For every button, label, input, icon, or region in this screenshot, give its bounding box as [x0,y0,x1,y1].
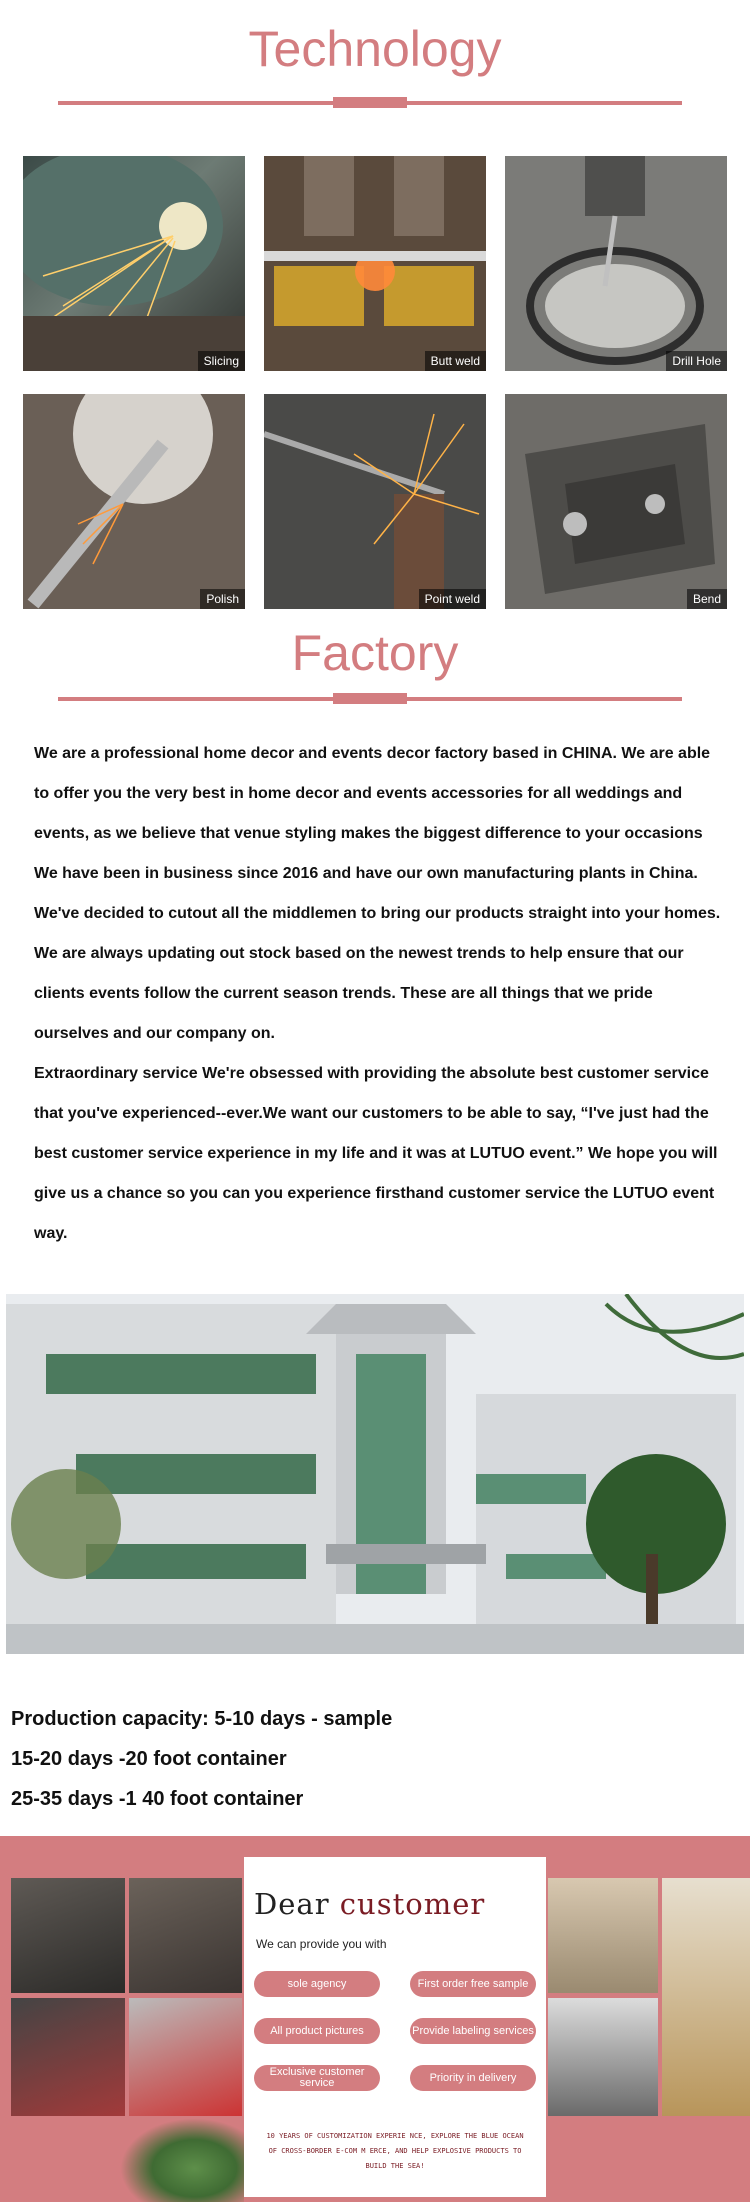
photo-caption: Polish [200,589,245,609]
technology-title: Technology [248,21,502,77]
worker-photo-3 [11,1998,125,2116]
capacity-line-1: Production capacity: 5-10 days - sample [11,1708,393,1730]
dear-customer-card [244,1857,546,2197]
worker-photo-1 [11,1878,125,1993]
service-pill-sole-agency[interactable]: sole agency [254,1971,380,1997]
process-photo-polish [23,394,245,609]
photo-caption: Slicing [198,351,245,371]
technology-divider-knob [333,97,407,108]
photo-caption: Drill Hole [666,351,727,371]
factory-building-illustration [6,1294,744,1654]
point-weld-illustration [264,394,486,609]
service-pill-customer-service[interactable]: Exclusive customer service [254,2065,380,2091]
worker-photo-2 [129,1878,242,1993]
slicing-illustration [23,156,245,371]
warehouse-photo-2 [548,1998,658,2116]
service-pill-product-pictures[interactable]: All product pictures [254,2018,380,2044]
factory-paragraph-2: Extraordinary service We're obsessed with providing the absolute best customer service that you've experienced--ever.We want our customers to be able to say, “I've just had the best customer service experience in my life and it was at LUTUO event.” We hope you will give us a chance so you can you experience firsthand customer service the LUTUO event way. [34,1065,718,1242]
service-pill-labeling[interactable]: Provide labeling services [410,2018,536,2044]
card-fine-print: 10 YEARS OF CUSTOMIZATION EXPERIE NCE, EXPLORE THE BLUE OCEAN OF CROSS-BORDER E-COM M ERCE, AND HELP EXPLOSIVE PRODUCTS TO BUILD THE SEA! [266,2132,524,2170]
warehouse-photo-1 [548,1878,658,1993]
process-photo-drill-hole [505,156,727,371]
customer-word: customer [339,1887,486,1921]
worker-photo-4 [129,1998,242,2116]
factory-building-photo [6,1294,744,1654]
process-photo-bend [505,394,727,609]
butt-weld-illustration [264,156,486,371]
capacity-line-2: 15-20 days -20 foot container [11,1748,287,1770]
process-photo-point-weld [264,394,486,609]
service-pill-priority-delivery[interactable]: Priority in delivery [410,2065,536,2091]
dear-word: Dear [254,1887,330,1921]
factory-divider-knob [333,693,407,704]
photo-caption: Point weld [419,589,486,609]
process-photo-butt-weld [264,156,486,371]
factory-description [34,734,724,1254]
bend-illustration [505,394,727,609]
service-pill-free-sample[interactable]: First order free sample [410,1971,536,1997]
polish-illustration [23,394,245,609]
drill-hole-illustration [505,156,727,371]
palm-leaf-decoration [120,2118,244,2202]
candle-holder-photo [662,1878,750,2116]
photo-caption: Bend [687,589,727,609]
photo-caption: Butt weld [425,351,486,371]
factory-paragraph-1: We are a professional home decor and events decor factory based in CHINA. We are able to offer you the very best in home decor and events accessories for all weddings and events, as we believe that venue styling makes the biggest difference to your occasions We have been in business since 2016 and have our own manufacturing plants in China. We've decided to cutout all the middlemen to bring our products straight into your homes. We are always updating out stock based on the newest trends to help ensure that our clients events follow the current season trends. These are all things that we pride ourselves and our company on. [34,745,721,1042]
capacity-line-3: 25-35 days -1 40 foot container [11,1788,304,1810]
card-subtitle: We can provide you with [256,1937,387,1951]
dear-customer-heading [254,1887,485,1921]
process-photo-slicing [23,156,245,371]
factory-title: Factory [291,625,459,681]
